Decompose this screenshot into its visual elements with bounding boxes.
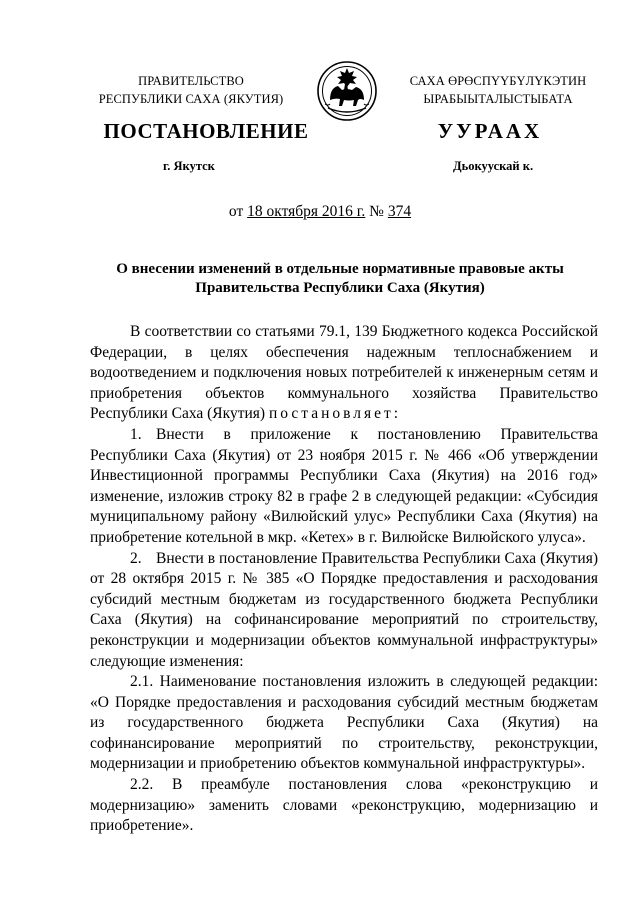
decree-title: [80, 260, 600, 298]
decree-date: 18 октября 2016 г.: [247, 203, 366, 220]
paragraph-item-2-1: 2.1. Наименование постановления изложить в следующей редакции: «О Порядке предоставления и расходования субсидий местным бюджетам из государственного бюджета Республики Саха (Якутия) на софинансирование мероприятий по строительству, реконструкции, модернизации и приобретению объектов коммунальной инфраструктуры».: [90, 673, 598, 773]
number-label: №: [365, 203, 388, 220]
coat-of-arms-emblem-icon: [316, 60, 378, 122]
decree-date-number: [0, 203, 640, 221]
header-org-name-ru: [86, 72, 296, 108]
header-org-name-sah: [393, 72, 603, 108]
header-left-line2: РЕСПУБЛИКИ САХА (ЯКУТИЯ): [98, 92, 284, 106]
paragraph-item-2-2: 2.2. В преамбуле постановления слова «реконструкцию и модернизацию» заменить словами «реконструкцию, модернизацию и приобретение».: [90, 776, 598, 835]
city-ru: г. Якутск: [163, 159, 215, 173]
header-left-line1: ПРАВИТЕЛЬСТВО: [138, 74, 244, 88]
paragraph-intro: [90, 322, 598, 425]
date-prefix: от: [228, 203, 248, 220]
decree-body: [90, 322, 598, 837]
intro-text: В соответствии со статьями 79.1, 139 Бюджетного кодекса Российской Федерации, в целях обеспечения надежным теплоснабжением и водоотведением и подключения новых потребителей к инженерным сетям и приобретения объектов коммунального хозяйства Правительство Республики Саха (Якутия): [90, 323, 598, 423]
item-2-number: 2.: [130, 549, 142, 567]
doc-type-ru: ПОСТАНОВЛЕНИЕ: [103, 119, 309, 143]
title-line2: Правительства Республики Саха (Якутия): [195, 280, 485, 296]
city-sah: Дьокуускай к.: [453, 159, 534, 173]
paragraph-item-2: [90, 549, 598, 673]
paragraph-item-1: [90, 425, 598, 549]
decree-number: 374: [387, 203, 412, 220]
item-1-number: 1.: [130, 425, 142, 443]
title-line1: О внесении изменений в отдельные нормативные правовые акты: [116, 261, 564, 277]
doc-type-sah: УУРААХ: [437, 119, 543, 143]
header-right-line2: ЫРАБЫЫТАЛЫСТЫБАТА: [423, 92, 573, 106]
decree-word: постановляет:: [268, 405, 402, 423]
item-2-text: Внести в постановление Правительства Республики Саха (Якутия) от 28 октября 2015 г. № 385 «О Порядке предоставления и расходования субсидий местным бюджетам из государственного бюджета Республики Саха (Якутия) на софинансирование мероприятий по строительству, реконструкции и модернизации объектов коммунальной инфраструктуры» следующие изменения:: [90, 549, 598, 670]
header-right-line1: САХА ӨРӨСПҮҮБҮЛҮКЭТИН: [409, 74, 587, 88]
item-1-text: Внести в приложение к постановлению Правительства Республики Саха (Якутия) от 23 ноября 2015 г. № 466 «Об утверждении Инвестиционной программы Республики Саха (Якутия) на 2016 год» изменение, изложив строку 82 в графе 2 в следующей редакции: «Субсидия муниципальному району «Вилюйский улус» Республики Саха (Якутия) на приобретение котельной в мкр. «Кетех» в г. Вилюйске Вилюйского улуса».: [90, 425, 598, 546]
